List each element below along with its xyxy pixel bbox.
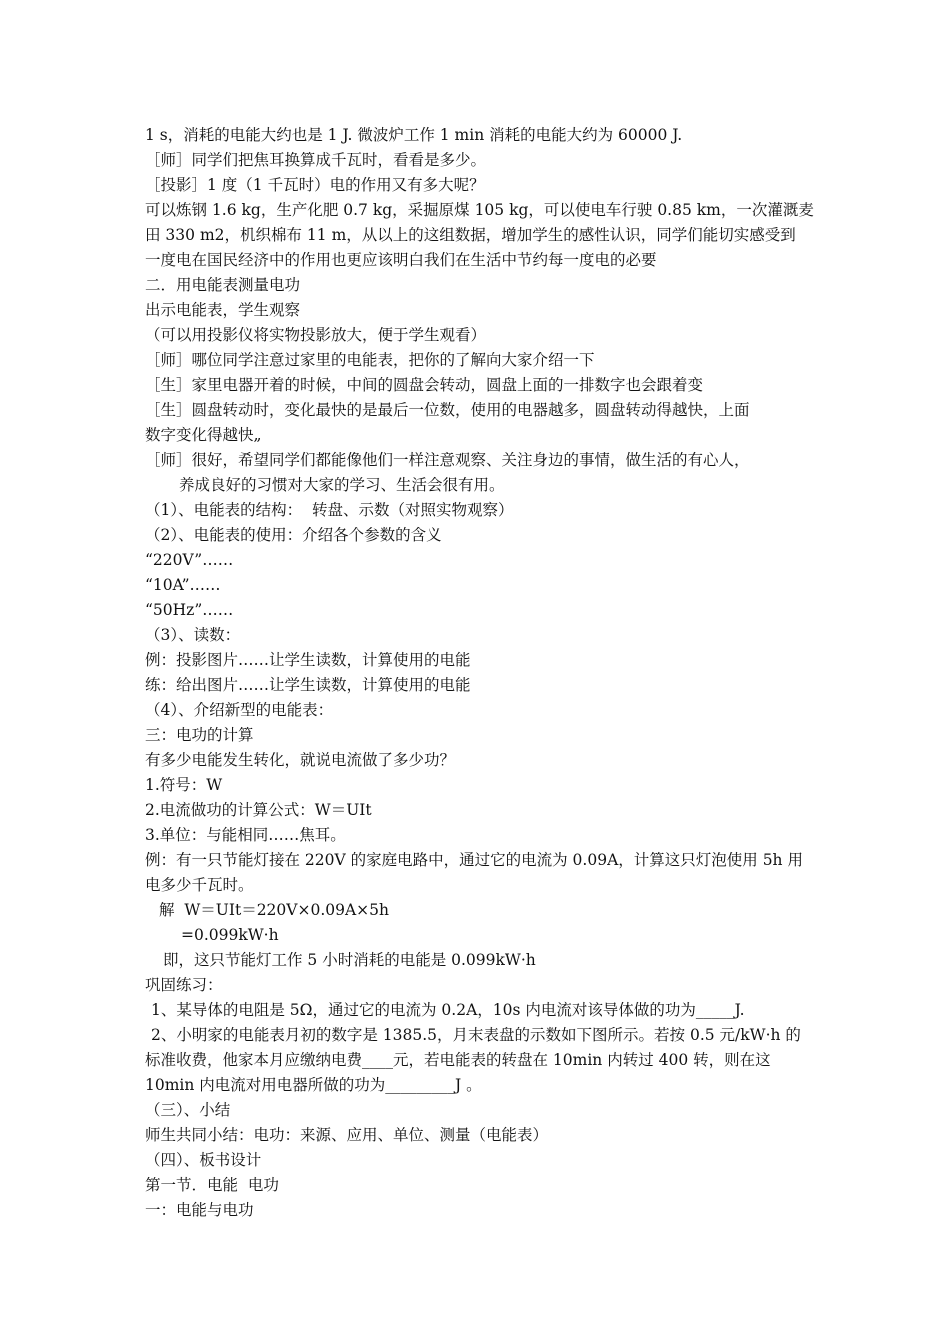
section-heading: 二．用电能表测量电功 [145,276,301,294]
text-line: （2）、电能表的使用：介绍各个参数的含义 [145,526,442,544]
text-line: 可以炼钢 1.6 kg，生产化肥 0.7 kg，采掘原煤 105 kg，可以使电车行驶 0.85 km，一次灌溉麦 [145,201,814,219]
text-line: 师生共同小结：电功：来源、应用、单位、测量（电能表） [145,1126,549,1144]
text-line: 例：有一只节能灯接在 220V 的家庭电路中，通过它的电流为 0.09A，计算这只灯泡使用 5h 用 [145,851,803,869]
text-line: （4）、介绍新型的电能表： [145,701,334,719]
text-line: 一：电能与电功 [145,1201,254,1219]
exercise-line: 1、某导体的电阻是 5Ω，通过它的电流为 0.2A，10s 内电流对该导体做的功为_____J. [151,1001,745,1019]
text-line: 数字变化得越快„ [145,426,262,444]
text-line: ［师］哪位同学注意过家里的电能表，把你的了解向大家介绍一下 [145,351,595,369]
section-heading: （四）、板书设计 [145,1151,262,1169]
text-line: ［师］很好，希望同学们都能像他们一样注意观察、关注身边的事情，做生活的有心人， [145,451,750,469]
text-line: 第一节．电能 电功 [145,1176,279,1194]
section-heading: （三）、小结 [145,1101,231,1119]
text-line: 电多少千瓦时。 [145,876,254,894]
text-line: 3.单位：与能相同……焦耳。 [145,826,346,844]
text-line: ［生］家里电器开着的时候，中间的圆盘会转动，圆盘上面的一排数字也会跟着变 [145,376,704,394]
text-line: 1 s，消耗的电能大约也是 1 J. 微波炉工作 1 min 消耗的电能大约为 60000 J. [145,126,683,144]
text-line: 一度电在国民经济中的作用也更应该明白我们在生活中节约每一度电的必要 [145,251,657,269]
text-line: 标准收费，他家本月应缴纳电费____元，若电能表的转盘在 10min 内转过 400 转，则在这 [145,1051,771,1069]
text-line: “220V”…… [145,551,234,569]
text-line: 巩固练习： [145,976,223,994]
text-line: 练：给出图片……让学生读数，计算使用的电能 [145,676,471,694]
text-line: ［师］同学们把焦耳换算成千瓦时，看看是多少。 [145,151,487,169]
text-line: 2.电流做功的计算公式：W＝UIt [145,801,372,819]
text-line: ［生］圆盘转动时，变化最快的是最后一位数，使用的电器越多，圆盘转动得越快，上面 [145,401,750,419]
text-line: （1）、电能表的结构： 转盘、示数（对照实物观察） [145,501,514,519]
text-line: 即，这只节能灯工作 5 小时消耗的电能是 0.099kW·h [163,951,536,969]
text-line: ［投影］1 度（1 千瓦时）电的作用又有多大呢？ [145,176,485,194]
text-line: 有多少电能发生转化，就说电流做了多少功？ [145,751,456,769]
text-line: （可以用投影仪将实物投影放大，便于学生观看） [145,326,487,344]
text-line: 1.符号：W [145,776,223,794]
text-line: 例：投影图片……让学生读数，计算使用的电能 [145,651,471,669]
document-page [145,123,814,1223]
section-heading: 三：电功的计算 [145,726,254,744]
text-line: 10min 内电流对用电器所做的功为_________J 。 [145,1076,482,1094]
text-line: “10A”…… [145,576,221,594]
exercise-line: 2、小明家的电能表月初的数字是 1385.5，月末表盘的示数如下图所示。若按 0.5 元/kW·h 的 [151,1026,801,1044]
text-line: 养成良好的习惯对大家的学习、生活会很有用。 [179,476,505,494]
text-line: “50Hz”…… [145,601,234,619]
text-line: 田 330 m2，机织棉布 11 m，从以上的这组数据，增加学生的感性认识，同学们能切实感受到 [145,226,796,244]
formula-line: =0.099kW·h [181,926,279,944]
text-line: （3）、读数： [145,626,241,644]
formula-line: 解 W＝UIt＝220V×0.09A×5h [159,901,390,919]
text-line: 出示电能表，学生观察 [145,301,301,319]
